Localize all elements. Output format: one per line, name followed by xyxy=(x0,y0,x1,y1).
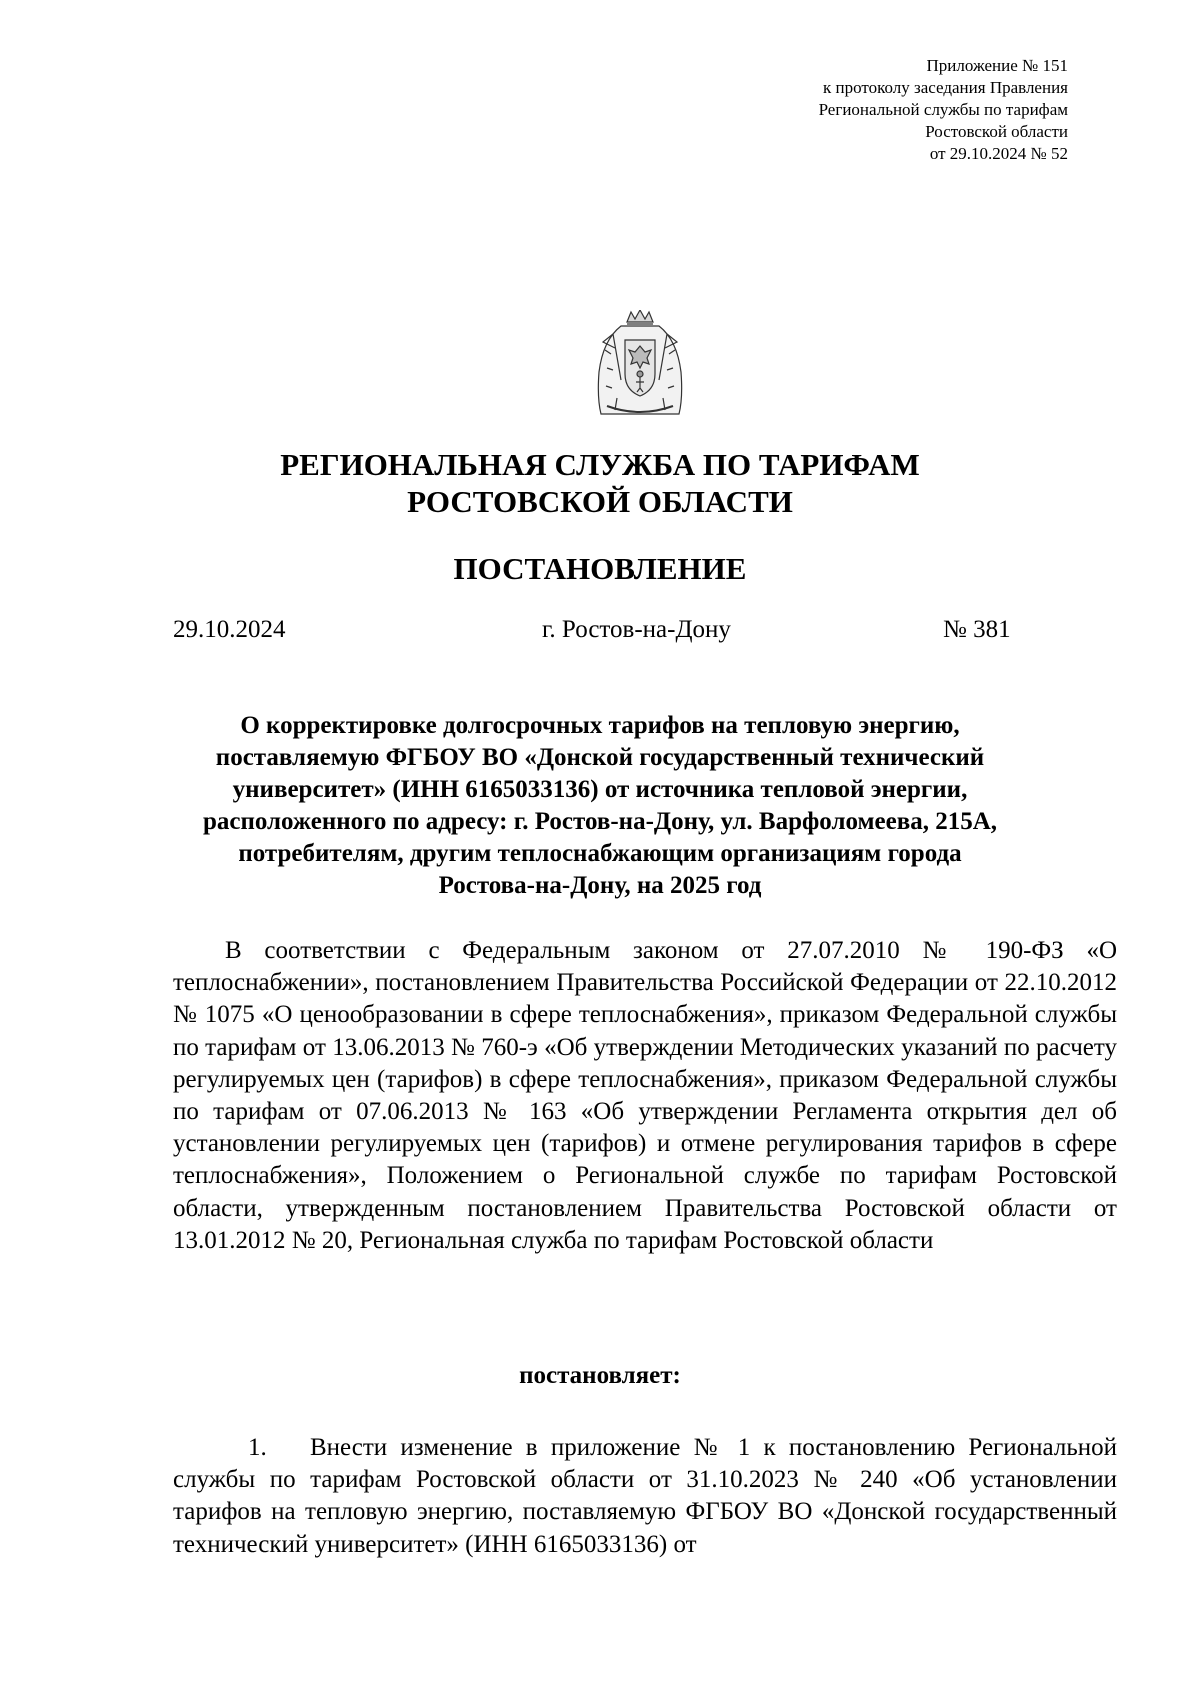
subject-line: университет» (ИНН 6165033136) от источника тепловой энергии, xyxy=(232,776,968,803)
appendix-line: Приложение № 151 xyxy=(926,56,1068,75)
document-meta-row xyxy=(0,614,1200,650)
coat-of-arms-icon xyxy=(591,310,689,422)
appendix-note xyxy=(548,55,1068,165)
organization-title xyxy=(0,446,1200,520)
subject-line: Ростова-на-Дону, на 2025 год xyxy=(438,872,762,899)
subject-line: расположенного по адресу: г. Ростов-на-Дону, ул. Варфоломеева, 215А, xyxy=(202,808,998,835)
document-city: г. Ростов-на-Дону xyxy=(542,616,731,643)
subject-line: потребителям, другим теплоснабжающим организациям города xyxy=(238,840,962,867)
organization-name-line-1: РЕГИОНАЛЬНАЯ СЛУЖБА ПО ТАРИФАМ xyxy=(280,447,920,482)
item-text: Внести изменение в приложение № 1 к постановлению Региональной службы по тарифам Ростовской области от 31.10.2023 № 240 «Об установлении тарифов на тепловую энергию, поставляемую ФГБОУ ВО «Донской государственный технический университет» (ИНН 6165033136) от xyxy=(173,1434,1117,1558)
document-subject xyxy=(170,710,1030,902)
resolution-item-1 xyxy=(173,1432,1117,1561)
appendix-line: от 29.10.2024 № 52 xyxy=(929,144,1068,163)
item-number: 1. xyxy=(248,1434,267,1461)
document-number: № 381 xyxy=(943,616,1011,643)
subject-line: поставляемую ФГБОУ ВО «Донской государственный технический xyxy=(215,744,985,771)
document-type: ПОСТАНОВЛЕНИЕ xyxy=(453,551,747,586)
subject-line: О корректировке долгосрочных тарифов на тепловую энергию, xyxy=(240,712,960,739)
appendix-line: к протоколу заседания Правления xyxy=(823,78,1068,97)
appendix-line: Ростовской области xyxy=(925,122,1068,141)
preamble-paragraph: В соответствии с Федеральным законом от 27.07.2010 № 190-ФЗ «О теплоснабжении», постановлением Правительства Российской Федерации от 22.10.2012 № 1075 «О ценообразовании в сфере теплоснабжения», приказом Федеральной службы по тарифам от 13.06.2013 № 760-э «Об утверждении Методических указаний по расчету регулируемых цен (тарифов) в сфере теплоснабжения», приказом Федеральной службы по тарифам от 07.06.2013 № 163 «Об утверждении Регламента открытия дел об установлении регулируемых цен (тарифов) и отмене регулирования тарифов в сфере теплоснабжения», Положением о Региональной службе по тарифам Ростовской области, утвержденным постановлением Правительства Ростовской области от 13.01.2012 № 20, Региональная служба по тарифам Ростовской области xyxy=(173,937,1117,1254)
document-date: 29.10.2024 xyxy=(173,616,286,643)
resolves-heading: постановляет: xyxy=(519,1362,681,1389)
organization-name-line-2: РОСТОВСКОЙ ОБЛАСТИ xyxy=(407,484,793,519)
appendix-line: Региональной службы по тарифам xyxy=(818,100,1068,119)
